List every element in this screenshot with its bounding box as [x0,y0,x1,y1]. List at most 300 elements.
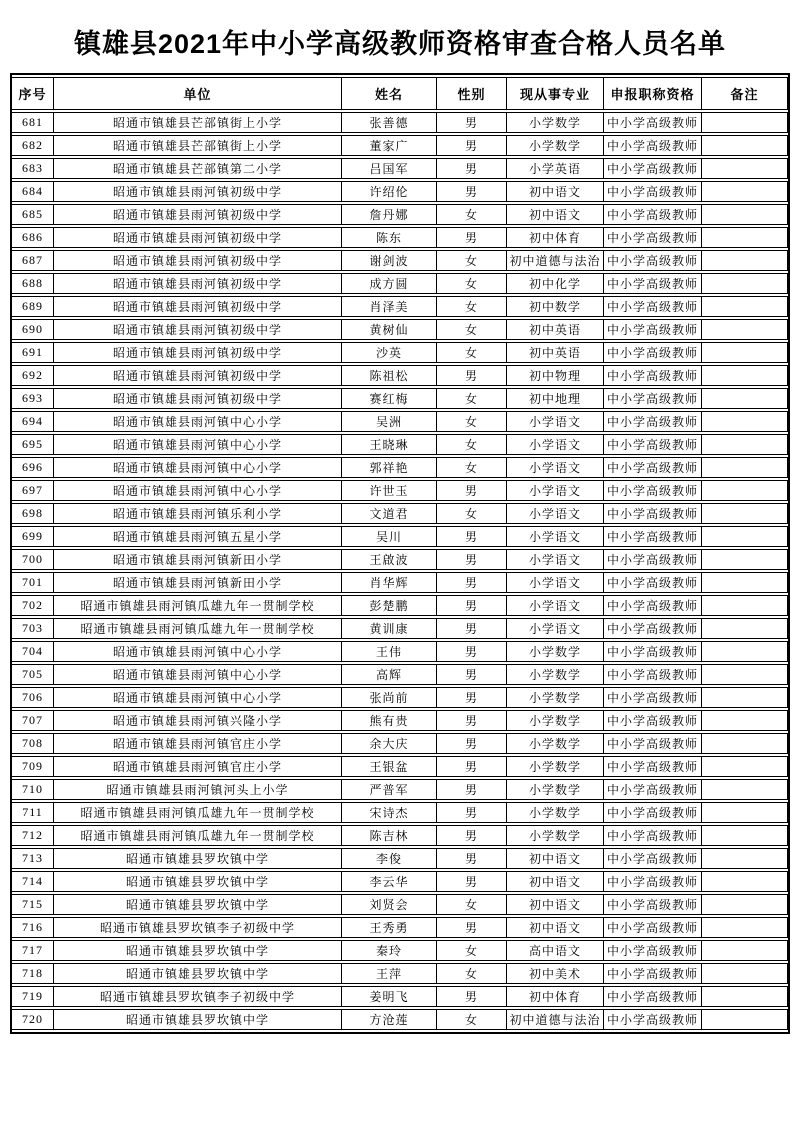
cell-unit: 昭通市镇雄县雨河镇瓜雄九年一贯制学校 [54,825,342,846]
cell-name: 赛红梅 [342,388,437,409]
cell-serial-number: 698 [12,503,54,524]
cell-remark [702,227,788,248]
cell-remark [702,112,788,133]
cell-unit: 昭通市镇雄县雨河镇中心小学 [54,664,342,685]
cell-name: 余大庆 [342,733,437,754]
cell-name: 郭祥艳 [342,457,437,478]
table-row [12,250,788,271]
cell-profession: 小学数学 [507,756,604,777]
cell-qualification: 中小学高级教师 [604,526,702,547]
cell-name: 吕国军 [342,158,437,179]
cell-unit: 昭通市镇雄县雨河镇初级中学 [54,342,342,363]
cell-gender: 男 [437,526,507,547]
cell-unit: 昭通市镇雄县罗坎镇中学 [54,894,342,915]
cell-profession: 小学数学 [507,733,604,754]
cell-name: 熊有贵 [342,710,437,731]
cell-gender: 女 [437,411,507,432]
cell-gender: 男 [437,181,507,202]
table-row [12,411,788,432]
cell-profession: 小学数学 [507,802,604,823]
cell-remark [702,342,788,363]
cell-serial-number: 686 [12,227,54,248]
cell-name: 宋诗杰 [342,802,437,823]
cell-serial-number: 720 [12,1009,54,1030]
table-row [12,618,788,639]
table-row [12,894,788,915]
cell-qualification: 中小学高级教师 [604,894,702,915]
cell-remark [702,664,788,685]
table-row [12,917,788,938]
cell-qualification: 中小学高级教师 [604,802,702,823]
cell-serial-number: 683 [12,158,54,179]
cell-name: 黄树仙 [342,319,437,340]
cell-profession: 小学语文 [507,572,604,593]
cell-unit: 昭通市镇雄县雨河镇新田小学 [54,549,342,570]
cell-name: 沙英 [342,342,437,363]
table-row [12,848,788,869]
cell-serial-number: 712 [12,825,54,846]
table-row [12,664,788,685]
cell-unit: 昭通市镇雄县罗坎镇中学 [54,963,342,984]
cell-unit: 昭通市镇雄县芒部镇街上小学 [54,135,342,156]
cell-remark [702,917,788,938]
table-row [12,733,788,754]
cell-serial-number: 709 [12,756,54,777]
cell-qualification: 中小学高级教师 [604,204,702,225]
cell-remark [702,273,788,294]
cell-profession: 初中语文 [507,871,604,892]
cell-name: 秦玲 [342,940,437,961]
cell-remark [702,457,788,478]
table-row [12,756,788,777]
cell-remark [702,296,788,317]
cell-qualification: 中小学高级教师 [604,158,702,179]
cell-unit: 昭通市镇雄县雨河镇兴隆小学 [54,710,342,731]
cell-profession: 小学数学 [507,779,604,800]
table-row [12,825,788,846]
cell-name: 李云华 [342,871,437,892]
header-cell-gender: 性别 [437,77,507,110]
cell-serial-number: 702 [12,595,54,616]
cell-serial-number: 684 [12,181,54,202]
cell-serial-number: 687 [12,250,54,271]
cell-name: 许世玉 [342,480,437,501]
cell-profession: 小学语文 [507,549,604,570]
cell-qualification: 中小学高级教师 [604,641,702,662]
cell-profession: 小学数学 [507,710,604,731]
cell-profession: 小学语文 [507,526,604,547]
table-row [12,480,788,501]
cell-qualification: 中小学高级教师 [604,595,702,616]
cell-unit: 昭通市镇雄县雨河镇中心小学 [54,411,342,432]
cell-gender: 女 [437,388,507,409]
cell-gender: 男 [437,710,507,731]
cell-gender: 男 [437,848,507,869]
cell-qualification: 中小学高级教师 [604,756,702,777]
cell-unit: 昭通市镇雄县雨河镇初级中学 [54,319,342,340]
cell-unit: 昭通市镇雄县雨河镇初级中学 [54,250,342,271]
cell-unit: 昭通市镇雄县雨河镇初级中学 [54,204,342,225]
cell-remark [702,733,788,754]
cell-unit: 昭通市镇雄县雨河镇瓜雄九年一贯制学校 [54,618,342,639]
cell-profession: 初中语文 [507,204,604,225]
cell-remark [702,319,788,340]
cell-unit: 昭通市镇雄县雨河镇瓜雄九年一贯制学校 [54,802,342,823]
cell-gender: 男 [437,595,507,616]
cell-name: 吴洲 [342,411,437,432]
cell-serial-number: 710 [12,779,54,800]
cell-remark [702,411,788,432]
cell-qualification: 中小学高级教师 [604,549,702,570]
cell-remark [702,181,788,202]
table-row [12,503,788,524]
cell-unit: 昭通市镇雄县雨河镇初级中学 [54,365,342,386]
cell-profession: 初中语文 [507,894,604,915]
cell-unit: 昭通市镇雄县罗坎镇中学 [54,1009,342,1030]
table-row [12,871,788,892]
cell-serial-number: 719 [12,986,54,1007]
cell-unit: 昭通市镇雄县芒部镇第二小学 [54,158,342,179]
cell-qualification: 中小学高级教师 [604,503,702,524]
cell-gender: 男 [437,135,507,156]
cell-name: 张善德 [342,112,437,133]
cell-remark [702,871,788,892]
cell-unit: 昭通市镇雄县雨河镇官庄小学 [54,756,342,777]
cell-name: 谢剑波 [342,250,437,271]
cell-serial-number: 692 [12,365,54,386]
cell-name: 姜明飞 [342,986,437,1007]
cell-qualification: 中小学高级教师 [604,1009,702,1030]
cell-serial-number: 685 [12,204,54,225]
cell-serial-number: 695 [12,434,54,455]
cell-unit: 昭通市镇雄县雨河镇初级中学 [54,296,342,317]
cell-gender: 女 [437,273,507,294]
cell-remark [702,1009,788,1030]
cell-qualification: 中小学高级教师 [604,365,702,386]
cell-profession: 初中地理 [507,388,604,409]
cell-profession: 初中体育 [507,986,604,1007]
cell-gender: 男 [437,572,507,593]
cell-remark [702,986,788,1007]
cell-remark [702,572,788,593]
cell-name: 王银盆 [342,756,437,777]
table-header-row [12,77,788,110]
cell-gender: 男 [437,733,507,754]
cell-gender: 女 [437,250,507,271]
cell-name: 陈东 [342,227,437,248]
table-row [12,296,788,317]
cell-profession: 小学语文 [507,618,604,639]
table-row [12,342,788,363]
cell-profession: 小学数学 [507,664,604,685]
cell-qualification: 中小学高级教师 [604,825,702,846]
cell-name: 许绍伦 [342,181,437,202]
cell-gender: 男 [437,365,507,386]
table-row [12,365,788,386]
cell-qualification: 中小学高级教师 [604,411,702,432]
cell-gender: 男 [437,779,507,800]
header-cell-name: 姓名 [342,77,437,110]
table-row [12,388,788,409]
header-cell-no: 序号 [12,77,54,110]
cell-profession: 初中语文 [507,917,604,938]
cell-remark [702,549,788,570]
table-row [12,549,788,570]
cell-profession: 小学语文 [507,434,604,455]
cell-qualification: 中小学高级教师 [604,135,702,156]
table-row [12,986,788,1007]
cell-qualification: 中小学高级教师 [604,572,702,593]
cell-qualification: 中小学高级教师 [604,181,702,202]
cell-qualification: 中小学高级教师 [604,457,702,478]
cell-profession: 小学语文 [507,503,604,524]
cell-unit: 昭通市镇雄县雨河镇初级中学 [54,273,342,294]
table-row [12,227,788,248]
cell-remark [702,641,788,662]
cell-serial-number: 696 [12,457,54,478]
cell-name: 肖华辉 [342,572,437,593]
cell-qualification: 中小学高级教师 [604,618,702,639]
cell-qualification: 中小学高级教师 [604,227,702,248]
cell-serial-number: 714 [12,871,54,892]
cell-serial-number: 717 [12,940,54,961]
cell-remark [702,894,788,915]
cell-remark [702,135,788,156]
cell-unit: 昭通市镇雄县雨河镇中心小学 [54,457,342,478]
table-row [12,204,788,225]
cell-qualification: 中小学高级教师 [604,963,702,984]
cell-profession: 小学语文 [507,411,604,432]
cell-remark [702,710,788,731]
cell-qualification: 中小学高级教师 [604,273,702,294]
table-row [12,641,788,662]
cell-gender: 男 [437,917,507,938]
cell-gender: 男 [437,687,507,708]
table-row [12,687,788,708]
cell-unit: 昭通市镇雄县雨河镇初级中学 [54,181,342,202]
cell-qualification: 中小学高级教师 [604,112,702,133]
cell-name: 王晓琳 [342,434,437,455]
cell-gender: 男 [437,641,507,662]
cell-profession: 初中体育 [507,227,604,248]
cell-gender: 男 [437,986,507,1007]
table-row [12,273,788,294]
cell-remark [702,503,788,524]
table-row [12,710,788,731]
cell-name: 彭楚鹏 [342,595,437,616]
cell-name: 王啟波 [342,549,437,570]
cell-name: 黄训康 [342,618,437,639]
cell-qualification: 中小学高级教师 [604,434,702,455]
cell-qualification: 中小学高级教师 [604,480,702,501]
cell-profession: 初中道德与法治 [507,250,604,271]
cell-gender: 男 [437,618,507,639]
cell-name: 成方圆 [342,273,437,294]
cell-profession: 高中语文 [507,940,604,961]
cell-profession: 初中英语 [507,342,604,363]
cell-gender: 男 [437,158,507,179]
cell-serial-number: 697 [12,480,54,501]
cell-unit: 昭通市镇雄县雨河镇五星小学 [54,526,342,547]
cell-profession: 小学数学 [507,641,604,662]
cell-qualification: 中小学高级教师 [604,871,702,892]
table-row [12,158,788,179]
cell-gender: 女 [437,434,507,455]
table-row [12,595,788,616]
table-row [12,112,788,133]
cell-profession: 小学数学 [507,825,604,846]
cell-qualification: 中小学高级教师 [604,917,702,938]
cell-gender: 女 [437,457,507,478]
cell-profession: 小学数学 [507,687,604,708]
cell-serial-number: 691 [12,342,54,363]
cell-gender: 男 [437,664,507,685]
cell-profession: 初中化学 [507,273,604,294]
cell-remark [702,802,788,823]
cell-unit: 昭通市镇雄县芒部镇街上小学 [54,112,342,133]
cell-serial-number: 715 [12,894,54,915]
cell-unit: 昭通市镇雄县雨河镇新田小学 [54,572,342,593]
cell-serial-number: 708 [12,733,54,754]
header-cell-unit: 单位 [54,77,342,110]
cell-name: 李俊 [342,848,437,869]
cell-remark [702,618,788,639]
cell-remark [702,595,788,616]
table-row [12,181,788,202]
cell-remark [702,388,788,409]
cell-serial-number: 704 [12,641,54,662]
cell-name: 文道君 [342,503,437,524]
cell-unit: 昭通市镇雄县雨河镇瓜雄九年一贯制学校 [54,595,342,616]
cell-profession: 初中英语 [507,319,604,340]
cell-gender: 女 [437,894,507,915]
cell-serial-number: 688 [12,273,54,294]
cell-gender: 男 [437,549,507,570]
cell-serial-number: 703 [12,618,54,639]
cell-serial-number: 718 [12,963,54,984]
cell-serial-number: 713 [12,848,54,869]
cell-name: 王伟 [342,641,437,662]
cell-qualification: 中小学高级教师 [604,687,702,708]
cell-profession: 初中语文 [507,848,604,869]
table-body [12,112,788,1030]
cell-unit: 昭通市镇雄县罗坎镇中学 [54,871,342,892]
cell-remark [702,365,788,386]
table-row [12,457,788,478]
cell-serial-number: 694 [12,411,54,432]
cell-unit: 昭通市镇雄县罗坎镇中学 [54,848,342,869]
table-row [12,802,788,823]
cell-profession: 小学语文 [507,457,604,478]
cell-name: 方沧莲 [342,1009,437,1030]
qualified-personnel-table [10,73,790,1034]
cell-unit: 昭通市镇雄县雨河镇中心小学 [54,641,342,662]
cell-gender: 男 [437,825,507,846]
cell-unit: 昭通市镇雄县罗坎镇中学 [54,940,342,961]
cell-gender: 男 [437,871,507,892]
table-header [12,77,788,110]
cell-unit: 昭通市镇雄县雨河镇乐利小学 [54,503,342,524]
cell-remark [702,756,788,777]
cell-qualification: 中小学高级教师 [604,986,702,1007]
cell-qualification: 中小学高级教师 [604,940,702,961]
cell-remark [702,158,788,179]
header-cell-profession: 现从事专业 [507,77,604,110]
table-row [12,135,788,156]
header-cell-remark: 备注 [702,77,788,110]
cell-name: 张尚前 [342,687,437,708]
cell-serial-number: 706 [12,687,54,708]
table-row [12,572,788,593]
cell-gender: 男 [437,480,507,501]
table-row [12,526,788,547]
cell-remark [702,204,788,225]
cell-name: 高辉 [342,664,437,685]
table-row [12,779,788,800]
cell-qualification: 中小学高级教师 [604,319,702,340]
cell-remark [702,940,788,961]
cell-qualification: 中小学高级教师 [604,296,702,317]
cell-serial-number: 681 [12,112,54,133]
cell-profession: 初中道德与法治 [507,1009,604,1030]
cell-gender: 女 [437,1009,507,1030]
cell-profession: 小学数学 [507,112,604,133]
cell-unit: 昭通市镇雄县雨河镇官庄小学 [54,733,342,754]
cell-name: 吴川 [342,526,437,547]
cell-serial-number: 711 [12,802,54,823]
cell-profession: 初中数学 [507,296,604,317]
table-row [12,1009,788,1030]
cell-remark [702,825,788,846]
cell-remark [702,480,788,501]
cell-serial-number: 690 [12,319,54,340]
cell-gender: 女 [437,503,507,524]
cell-gender: 女 [437,204,507,225]
cell-serial-number: 707 [12,710,54,731]
cell-unit: 昭通市镇雄县雨河镇河头上小学 [54,779,342,800]
page-title: 镇雄县2021年中小学高级教师资格审查合格人员名单 [73,29,727,59]
cell-profession: 小学语文 [507,595,604,616]
cell-name: 詹丹娜 [342,204,437,225]
cell-serial-number: 705 [12,664,54,685]
cell-serial-number: 689 [12,296,54,317]
cell-profession: 初中物理 [507,365,604,386]
cell-serial-number: 700 [12,549,54,570]
cell-unit: 昭通市镇雄县雨河镇初级中学 [54,227,342,248]
cell-name: 刘贤会 [342,894,437,915]
cell-name: 肖泽美 [342,296,437,317]
cell-profession: 小学语文 [507,480,604,501]
cell-gender: 女 [437,296,507,317]
cell-serial-number: 701 [12,572,54,593]
cell-qualification: 中小学高级教师 [604,388,702,409]
cell-profession: 小学英语 [507,158,604,179]
cell-profession: 小学数学 [507,135,604,156]
cell-qualification: 中小学高级教师 [604,710,702,731]
cell-qualification: 中小学高级教师 [604,733,702,754]
cell-gender: 女 [437,963,507,984]
cell-gender: 女 [437,940,507,961]
cell-qualification: 中小学高级教师 [604,664,702,685]
table-row [12,963,788,984]
cell-gender: 女 [437,342,507,363]
cell-unit: 昭通市镇雄县雨河镇初级中学 [54,388,342,409]
cell-remark [702,848,788,869]
cell-remark [702,687,788,708]
header-cell-qualification: 申报职称资格 [604,77,702,110]
cell-qualification: 中小学高级教师 [604,848,702,869]
cell-remark [702,434,788,455]
